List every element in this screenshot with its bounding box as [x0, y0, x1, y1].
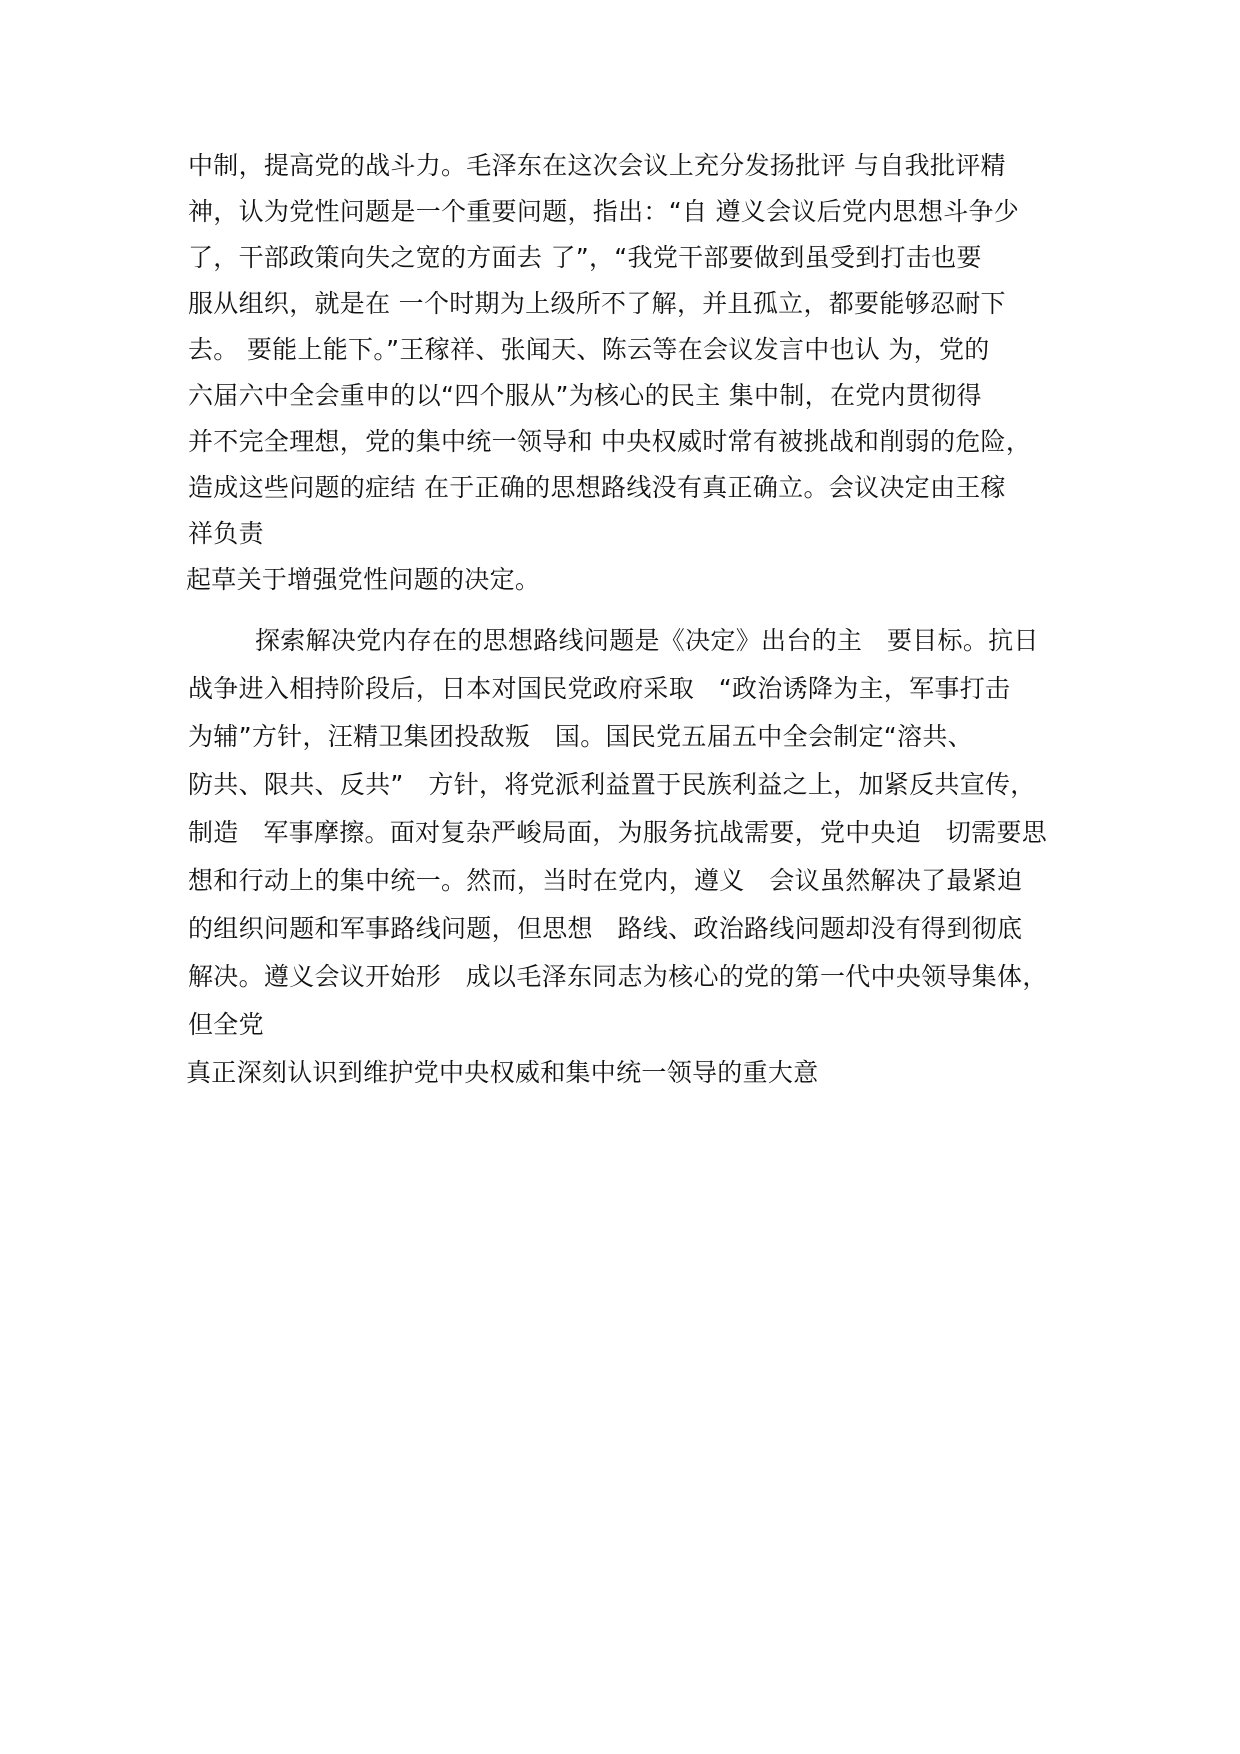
p2-line-10: 真正深刻认识到维护党中央权威和集中统一领导的重大意 [186, 1058, 819, 1087]
p2-line-2: 战争进入相持阶段后，日本对国民党政府采取 “政治诱降为主，军事打击 [188, 674, 1011, 703]
p1-line-5: 去。 要能上能下。”王稼祥、张闻天、陈云等在会议发言中也认 为，党的 [188, 335, 990, 364]
p2-line-1: 探索解决党内存在的思想路线问题是《决定》出台的主 要目标。抗日 [255, 626, 1039, 655]
p2-line-5: 制造 军事摩擦。面对复杂严峻局面，为服务抗战需要，党中央迫 切需要思 [188, 818, 1048, 847]
p1-line-10: 起草关于增强党性问题的决定。 [186, 565, 541, 594]
p2-line-6: 想和行动上的集中统一。然而，当时在党内，遵义 会议虽然解决了最紧迫 [188, 866, 1023, 895]
p1-line-4: 服从组织，就是在 一个时期为上级所不了解，并且孤立，都要能够忍耐下 [188, 289, 1006, 318]
p1-line-7: 并不完全理想，党的集中统一领导和 中央权威时常有被挑战和削弱的危险， [188, 427, 1032, 456]
p2-line-9: 但全党 [188, 1010, 264, 1039]
p2-line-8: 解决。遵义会议开始形 成以毛泽东同志为核心的党的第一代中央领导集体， [188, 962, 1048, 991]
p1-line-1: 中制，提高党的战斗力。毛泽东在这次会议上充分发扬批评 与自我批评精 [188, 151, 1006, 180]
p1-line-8: 造成这些问题的症结 在于正确的思想路线没有真正确立。会议决定由王稼 [188, 473, 1006, 502]
p2-line-3: 为辅”方针，汪精卫集团投敌叛 国。国民党五届五中全会制定“溶共、 [188, 722, 973, 751]
p2-line-7: 的组织问题和军事路线问题，但思想 路线、政治路线问题却没有得到彻底 [188, 914, 1023, 943]
p1-line-9: 祥负责 [188, 519, 264, 548]
p1-line-3: 了，干部政策向失之宽的方面去 了”，“我党干部要做到虽受到打击也要 [188, 243, 982, 272]
p1-line-2: 神，认为党性问题是一个重要问题，指出：“自 遵义会议后党内思想斗争少 [188, 197, 1020, 226]
p1-line-6: 六届六中全会重申的以“四个服从”为核心的民主 集中制，在党内贯彻得 [188, 381, 982, 410]
p2-line-4: 防共、限共、反共” 方针，将党派利益置于民族利益之上，加紧反共宣传， [188, 770, 1036, 799]
